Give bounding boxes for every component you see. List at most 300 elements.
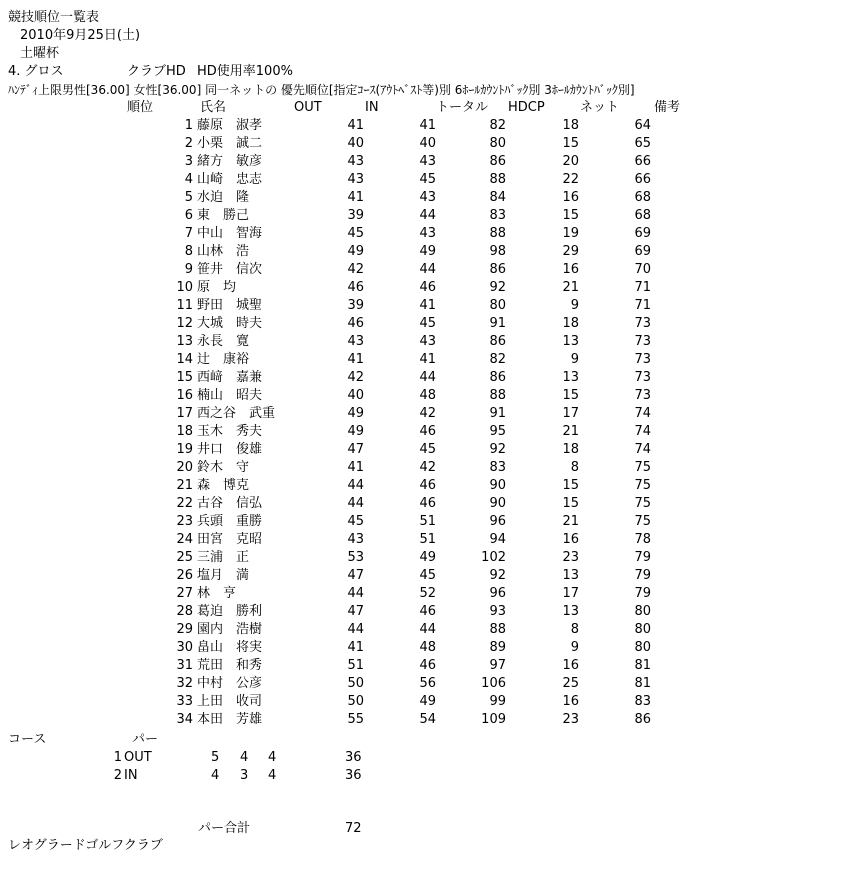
total-cell: 86 xyxy=(489,262,506,277)
par-total: 72 xyxy=(345,821,362,836)
hdcp-cell: 23 xyxy=(562,712,579,727)
out-cell: 43 xyxy=(347,532,364,547)
table-row xyxy=(0,423,847,441)
total-cell: 95 xyxy=(489,424,506,439)
rank-cell: 1 xyxy=(184,118,193,133)
name-cell: 東 勝己 xyxy=(197,208,250,223)
rank-cell: 22 xyxy=(176,496,193,511)
in-cell: 48 xyxy=(419,388,436,403)
table-row xyxy=(0,477,847,495)
name-cell: 三浦 正 xyxy=(197,550,250,565)
table-row xyxy=(0,369,847,387)
total-cell: 90 xyxy=(489,478,506,493)
out-cell: 39 xyxy=(347,208,364,223)
hdcp-cell: 17 xyxy=(562,586,579,601)
net-cell: 75 xyxy=(634,496,651,511)
hdcp-cell: 20 xyxy=(562,154,579,169)
rank-cell: 4 xyxy=(184,172,193,187)
total-cell: 98 xyxy=(489,244,506,259)
total-cell: 93 xyxy=(489,604,506,619)
course-name: IN xyxy=(124,768,138,783)
hdcp-cell: 25 xyxy=(562,676,579,691)
rank-cell: 14 xyxy=(176,352,193,367)
in-cell: 45 xyxy=(419,316,436,331)
par-hole: 4 xyxy=(268,750,277,765)
out-cell: 53 xyxy=(347,550,364,565)
par-label: パー xyxy=(132,732,159,747)
name-cell: 藤原 淑孝 xyxy=(197,118,263,133)
name-cell: 田宮 克昭 xyxy=(197,532,263,547)
table-row xyxy=(0,225,847,243)
name-cell: 玉木 秀夫 xyxy=(197,424,263,439)
rank-cell: 12 xyxy=(176,316,193,331)
net-cell: 73 xyxy=(634,334,651,349)
rank-cell: 23 xyxy=(176,514,193,529)
par-hole: 4 xyxy=(240,750,249,765)
total-cell: 88 xyxy=(489,226,506,241)
name-cell: 中村 公彦 xyxy=(197,676,263,691)
total-cell: 102 xyxy=(481,550,506,565)
net-cell: 75 xyxy=(634,514,651,529)
table-row xyxy=(0,333,847,351)
total-cell: 91 xyxy=(489,316,506,331)
rank-cell: 34 xyxy=(176,712,193,727)
hdcp-cell: 21 xyxy=(562,514,579,529)
total-cell: 97 xyxy=(489,658,506,673)
in-cell: 43 xyxy=(419,334,436,349)
hdcp-cell: 15 xyxy=(562,496,579,511)
net-cell: 80 xyxy=(634,604,651,619)
net-cell: 75 xyxy=(634,478,651,493)
table-row xyxy=(0,351,847,369)
out-cell: 46 xyxy=(347,280,364,295)
name-cell: 森 博克 xyxy=(197,478,250,493)
table-row xyxy=(0,585,847,603)
rank-cell: 29 xyxy=(176,622,193,637)
rank-cell: 13 xyxy=(176,334,193,349)
event-date: 2010年9月25日(土) xyxy=(20,28,141,43)
table-row xyxy=(0,549,847,567)
net-cell: 73 xyxy=(634,388,651,403)
total-cell: 82 xyxy=(489,118,506,133)
name-cell: 兵頭 重勝 xyxy=(197,514,263,529)
par-hole: 3 xyxy=(240,768,249,783)
name-cell: 西﨑 嘉兼 xyxy=(197,370,263,385)
net-cell: 81 xyxy=(634,676,651,691)
hdcp-cell: 15 xyxy=(562,208,579,223)
header-out: OUT xyxy=(294,100,322,115)
total-cell: 88 xyxy=(489,388,506,403)
table-row xyxy=(0,639,847,657)
total-cell: 84 xyxy=(489,190,506,205)
name-cell: 鈴木 守 xyxy=(197,460,250,475)
out-cell: 47 xyxy=(347,568,364,583)
hdcp-cell: 21 xyxy=(562,424,579,439)
course-label: コース xyxy=(8,732,47,747)
in-cell: 56 xyxy=(419,676,436,691)
net-cell: 65 xyxy=(634,136,651,151)
net-cell: 80 xyxy=(634,640,651,655)
table-row xyxy=(0,567,847,585)
course-no: 2 xyxy=(113,768,122,783)
total-cell: 91 xyxy=(489,406,506,421)
net-cell: 69 xyxy=(634,244,651,259)
rank-cell: 10 xyxy=(176,280,193,295)
net-cell: 66 xyxy=(634,154,651,169)
out-cell: 41 xyxy=(347,190,364,205)
table-row xyxy=(0,441,847,459)
in-cell: 45 xyxy=(419,568,436,583)
hdcp-cell: 13 xyxy=(562,604,579,619)
total-cell: 99 xyxy=(489,694,506,709)
rank-cell: 15 xyxy=(176,370,193,385)
name-cell: 葛迫 勝利 xyxy=(197,604,263,619)
total-cell: 109 xyxy=(481,712,506,727)
net-cell: 74 xyxy=(634,424,651,439)
in-cell: 49 xyxy=(419,694,436,709)
in-cell: 54 xyxy=(419,712,436,727)
hdcp-cell: 8 xyxy=(570,622,579,637)
hdcp-cell: 15 xyxy=(562,388,579,403)
name-cell: 大城 時夫 xyxy=(197,316,263,331)
rank-cell: 28 xyxy=(176,604,193,619)
in-cell: 46 xyxy=(419,478,436,493)
net-cell: 79 xyxy=(634,568,651,583)
rule-line: ﾊﾝﾃﾞｨ上限男性[36.00] 女性[36.00] 同一ネットの 優先順位[指定ｺｰｽ(ｱｳﾄﾍﾞｽﾄ等)別 6ﾎｰﾙｶｳﾝﾄﾊﾞｯｸ別 3ﾎｰﾙｶｳﾝﾄﾊﾞｯｸ別] xyxy=(8,83,635,97)
rank-cell: 8 xyxy=(184,244,193,259)
par-sum: 36 xyxy=(345,768,362,783)
net-cell: 70 xyxy=(634,262,651,277)
total-cell: 89 xyxy=(489,640,506,655)
name-cell: 辻 康裕 xyxy=(197,352,250,367)
in-cell: 44 xyxy=(419,622,436,637)
in-cell: 45 xyxy=(419,172,436,187)
course-name: OUT xyxy=(124,750,152,765)
name-cell: 笹井 信次 xyxy=(197,262,263,277)
total-cell: 92 xyxy=(489,280,506,295)
table-row xyxy=(0,243,847,261)
total-cell: 96 xyxy=(489,586,506,601)
total-cell: 86 xyxy=(489,154,506,169)
net-cell: 71 xyxy=(634,298,651,313)
total-cell: 88 xyxy=(489,622,506,637)
header-rank: 順位 xyxy=(127,100,154,115)
hdcp-cell: 19 xyxy=(562,226,579,241)
in-cell: 49 xyxy=(419,244,436,259)
net-cell: 73 xyxy=(634,370,651,385)
in-cell: 46 xyxy=(419,604,436,619)
total-cell: 96 xyxy=(489,514,506,529)
rank-cell: 11 xyxy=(176,298,193,313)
rank-cell: 5 xyxy=(184,190,193,205)
table-row xyxy=(0,405,847,423)
par-sum: 36 xyxy=(345,750,362,765)
hdcp-cell: 22 xyxy=(562,172,579,187)
net-cell: 74 xyxy=(634,406,651,421)
hdcp-cell: 13 xyxy=(562,568,579,583)
table-row xyxy=(0,531,847,549)
total-cell: 92 xyxy=(489,568,506,583)
hdcp-cell: 17 xyxy=(562,406,579,421)
net-cell: 83 xyxy=(634,694,651,709)
table-row xyxy=(0,711,847,729)
net-cell: 73 xyxy=(634,352,651,367)
in-cell: 51 xyxy=(419,532,436,547)
table-row xyxy=(0,117,847,135)
rank-cell: 33 xyxy=(176,694,193,709)
table-row xyxy=(0,657,847,675)
rank-cell: 18 xyxy=(176,424,193,439)
out-cell: 47 xyxy=(347,604,364,619)
header-in: IN xyxy=(365,100,379,115)
header-hdcp: HDCP xyxy=(508,100,545,115)
rank-cell: 19 xyxy=(176,442,193,457)
net-cell: 74 xyxy=(634,442,651,457)
rank-cell: 32 xyxy=(176,676,193,691)
name-cell: 園内 浩樹 xyxy=(197,622,263,637)
net-cell: 78 xyxy=(634,532,651,547)
name-cell: 林 亨 xyxy=(197,586,237,601)
page-title: 競技順位一覧表 xyxy=(8,10,100,25)
out-cell: 40 xyxy=(347,388,364,403)
net-cell: 86 xyxy=(634,712,651,727)
out-cell: 39 xyxy=(347,298,364,313)
table-row xyxy=(0,297,847,315)
hdcp-cell: 29 xyxy=(562,244,579,259)
net-cell: 64 xyxy=(634,118,651,133)
out-cell: 51 xyxy=(347,658,364,673)
table-row xyxy=(0,261,847,279)
rank-cell: 27 xyxy=(176,586,193,601)
name-cell: 西之谷 武重 xyxy=(197,406,276,421)
table-row xyxy=(0,513,847,531)
name-cell: 古谷 信弘 xyxy=(197,496,263,511)
out-cell: 43 xyxy=(347,154,364,169)
in-cell: 43 xyxy=(419,154,436,169)
out-cell: 47 xyxy=(347,442,364,457)
out-cell: 44 xyxy=(347,586,364,601)
hdcp-cell: 18 xyxy=(562,442,579,457)
hdcp-cell: 23 xyxy=(562,550,579,565)
name-cell: 山崎 忠志 xyxy=(197,172,263,187)
name-cell: 永長 寛 xyxy=(197,334,250,349)
net-cell: 69 xyxy=(634,226,651,241)
rank-cell: 6 xyxy=(184,208,193,223)
table-row xyxy=(0,675,847,693)
rank-cell: 25 xyxy=(176,550,193,565)
hdcp-cell: 16 xyxy=(562,658,579,673)
rank-cell: 30 xyxy=(176,640,193,655)
hdcp-cell: 15 xyxy=(562,478,579,493)
rank-cell: 21 xyxy=(176,478,193,493)
header-net: ネット xyxy=(580,100,620,115)
out-cell: 45 xyxy=(347,226,364,241)
total-cell: 92 xyxy=(489,442,506,457)
out-cell: 40 xyxy=(347,136,364,151)
out-cell: 41 xyxy=(347,118,364,133)
handicap-rate: HD使用率100% xyxy=(197,64,293,79)
in-cell: 46 xyxy=(419,496,436,511)
table-row xyxy=(0,207,847,225)
par-hole: 4 xyxy=(268,768,277,783)
in-cell: 42 xyxy=(419,406,436,421)
total-cell: 86 xyxy=(489,334,506,349)
total-cell: 83 xyxy=(489,208,506,223)
in-cell: 42 xyxy=(419,460,436,475)
total-cell: 86 xyxy=(489,370,506,385)
net-cell: 81 xyxy=(634,658,651,673)
out-cell: 50 xyxy=(347,694,364,709)
name-cell: 本田 芳雄 xyxy=(197,712,263,727)
par-hole: 4 xyxy=(211,768,220,783)
in-cell: 52 xyxy=(419,586,436,601)
net-cell: 79 xyxy=(634,586,651,601)
hdcp-cell: 16 xyxy=(562,190,579,205)
out-cell: 49 xyxy=(347,244,364,259)
name-cell: 畠山 将実 xyxy=(197,640,263,655)
in-cell: 45 xyxy=(419,442,436,457)
net-cell: 71 xyxy=(634,280,651,295)
total-cell: 106 xyxy=(481,676,506,691)
in-cell: 49 xyxy=(419,550,436,565)
table-row xyxy=(0,153,847,171)
table-row xyxy=(0,189,847,207)
name-cell: 水迫 隆 xyxy=(197,190,250,205)
table-row xyxy=(0,495,847,513)
table-row xyxy=(0,279,847,297)
hdcp-cell: 18 xyxy=(562,118,579,133)
section-title: 4. グロス xyxy=(8,64,64,79)
out-cell: 42 xyxy=(347,262,364,277)
hdcp-cell: 15 xyxy=(562,136,579,151)
table-row xyxy=(0,135,847,153)
par-total-label: パー合計 xyxy=(198,821,251,836)
in-cell: 41 xyxy=(419,118,436,133)
rank-cell: 7 xyxy=(184,226,193,241)
rank-cell: 26 xyxy=(176,568,193,583)
in-cell: 44 xyxy=(419,370,436,385)
rank-cell: 16 xyxy=(176,388,193,403)
name-cell: 中山 智海 xyxy=(197,226,263,241)
out-cell: 46 xyxy=(347,316,364,331)
total-cell: 82 xyxy=(489,352,506,367)
in-cell: 46 xyxy=(419,424,436,439)
name-cell: 緒方 敏彦 xyxy=(197,154,263,169)
table-row xyxy=(0,387,847,405)
out-cell: 41 xyxy=(347,640,364,655)
hdcp-cell: 16 xyxy=(562,262,579,277)
table-row xyxy=(0,171,847,189)
table-row xyxy=(0,621,847,639)
out-cell: 49 xyxy=(347,406,364,421)
hdcp-cell: 21 xyxy=(562,280,579,295)
total-cell: 94 xyxy=(489,532,506,547)
table-row xyxy=(0,603,847,621)
name-cell: 小栗 誠二 xyxy=(197,136,263,151)
rank-cell: 3 xyxy=(184,154,193,169)
net-cell: 68 xyxy=(634,190,651,205)
name-cell: 楠山 昭夫 xyxy=(197,388,263,403)
hdcp-cell: 18 xyxy=(562,316,579,331)
name-cell: 荒田 和秀 xyxy=(197,658,263,673)
total-cell: 80 xyxy=(489,136,506,151)
in-cell: 44 xyxy=(419,208,436,223)
total-cell: 80 xyxy=(489,298,506,313)
in-cell: 40 xyxy=(419,136,436,151)
in-cell: 41 xyxy=(419,298,436,313)
in-cell: 41 xyxy=(419,352,436,367)
net-cell: 73 xyxy=(634,316,651,331)
header-total: トータル xyxy=(436,100,489,115)
out-cell: 44 xyxy=(347,622,364,637)
hdcp-cell: 16 xyxy=(562,694,579,709)
name-cell: 塩月 満 xyxy=(197,568,250,583)
out-cell: 42 xyxy=(347,370,364,385)
out-cell: 45 xyxy=(347,514,364,529)
in-cell: 46 xyxy=(419,658,436,673)
name-cell: 井口 俊雄 xyxy=(197,442,263,457)
rank-cell: 17 xyxy=(176,406,193,421)
hdcp-cell: 9 xyxy=(570,640,579,655)
out-cell: 43 xyxy=(347,334,364,349)
in-cell: 48 xyxy=(419,640,436,655)
in-cell: 44 xyxy=(419,262,436,277)
out-cell: 44 xyxy=(347,478,364,493)
name-cell: 上田 收司 xyxy=(197,694,263,709)
in-cell: 46 xyxy=(419,280,436,295)
out-cell: 41 xyxy=(347,460,364,475)
out-cell: 55 xyxy=(347,712,364,727)
hdcp-cell: 16 xyxy=(562,532,579,547)
total-cell: 90 xyxy=(489,496,506,511)
in-cell: 43 xyxy=(419,190,436,205)
handicap-label: クラブHD xyxy=(127,64,186,79)
rank-cell: 2 xyxy=(184,136,193,151)
name-cell: 野田 城聖 xyxy=(197,298,263,313)
rank-cell: 24 xyxy=(176,532,193,547)
name-cell: 原 均 xyxy=(197,280,237,295)
rank-cell: 31 xyxy=(176,658,193,673)
hdcp-cell: 9 xyxy=(570,298,579,313)
out-cell: 41 xyxy=(347,352,364,367)
hdcp-cell: 9 xyxy=(570,352,579,367)
event-name: 土曜杯 xyxy=(20,46,60,61)
net-cell: 68 xyxy=(634,208,651,223)
total-cell: 88 xyxy=(489,172,506,187)
header-note: 備考 xyxy=(654,100,681,115)
net-cell: 80 xyxy=(634,622,651,637)
in-cell: 51 xyxy=(419,514,436,529)
out-cell: 44 xyxy=(347,496,364,511)
hdcp-cell: 13 xyxy=(562,370,579,385)
course-no: 1 xyxy=(113,750,122,765)
rank-cell: 9 xyxy=(184,262,193,277)
table-row xyxy=(0,315,847,333)
net-cell: 66 xyxy=(634,172,651,187)
out-cell: 49 xyxy=(347,424,364,439)
header-name: 氏名 xyxy=(200,100,227,115)
name-cell: 山林 浩 xyxy=(197,244,250,259)
table-row xyxy=(0,459,847,477)
out-cell: 50 xyxy=(347,676,364,691)
rank-cell: 20 xyxy=(176,460,193,475)
total-cell: 83 xyxy=(489,460,506,475)
par-hole: 5 xyxy=(211,750,220,765)
net-cell: 75 xyxy=(634,460,651,475)
out-cell: 43 xyxy=(347,172,364,187)
table-row xyxy=(0,693,847,711)
in-cell: 43 xyxy=(419,226,436,241)
